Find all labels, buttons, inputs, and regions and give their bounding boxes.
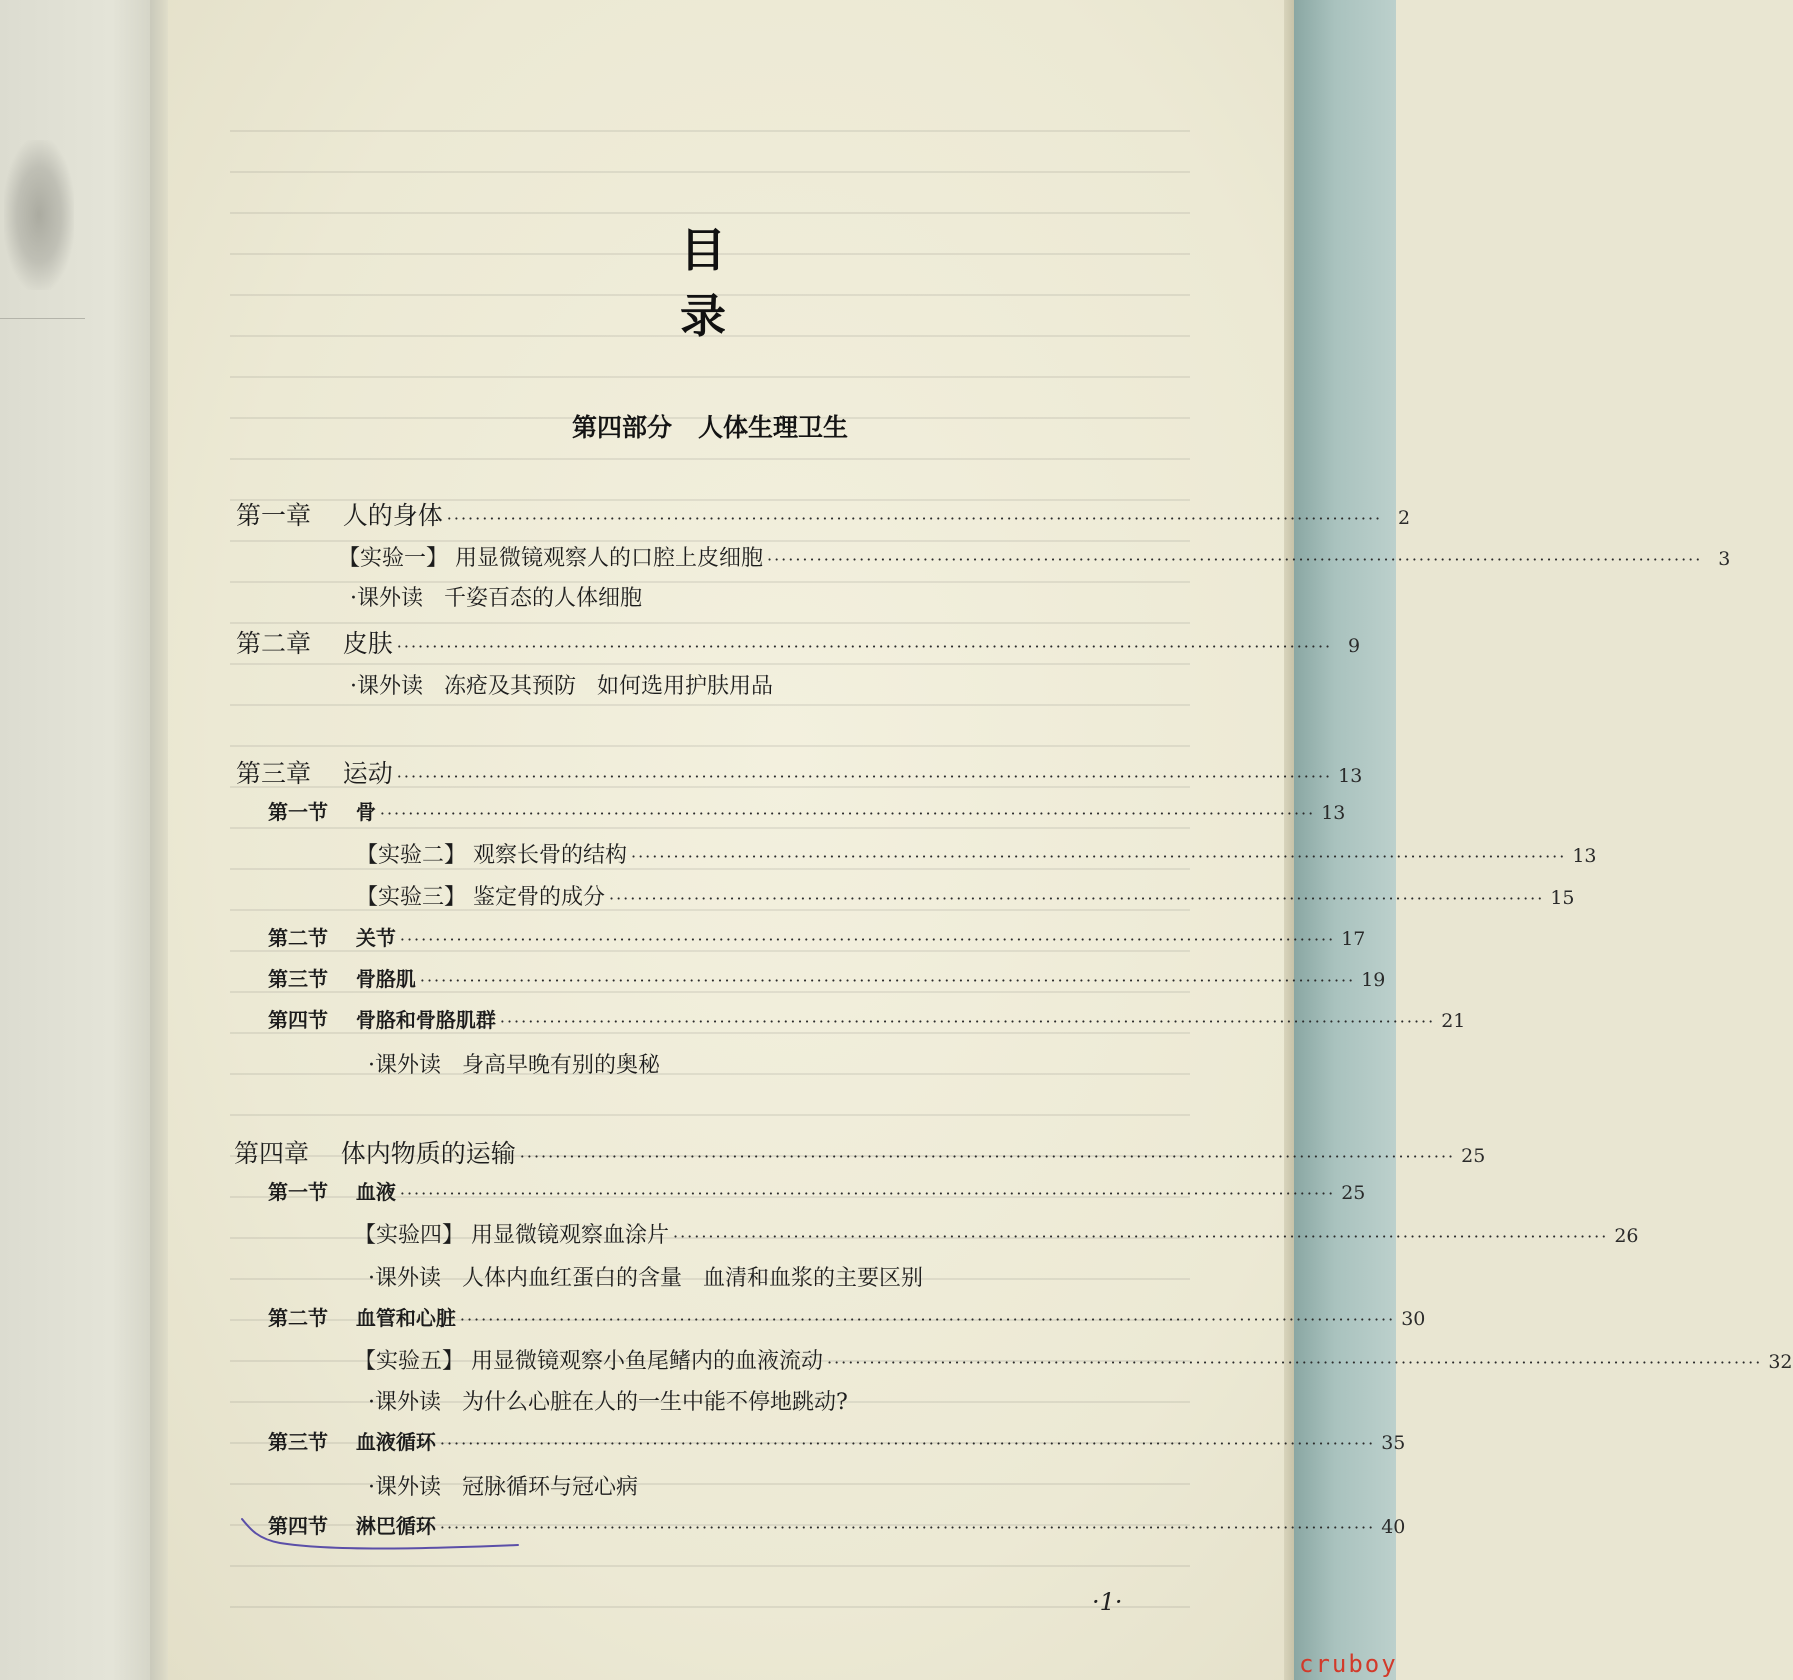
toc-entry-label: 【实验三】 鉴定骨的成分 bbox=[356, 885, 605, 910]
dot-leader: ···································································································································· bbox=[399, 1184, 1336, 1203]
dot-leader: ···································································································································· bbox=[399, 930, 1336, 949]
toc-entry-section-4-1 bbox=[268, 1176, 1366, 1210]
toc-entry-label: 第三章 运动 bbox=[236, 759, 393, 788]
toc-entry-page: 15 bbox=[1550, 887, 1575, 909]
dot-leader: ···································································································································· bbox=[499, 1012, 1436, 1031]
toc-entry-chapter-2 bbox=[236, 624, 1361, 658]
toc-entry-lab-3 bbox=[356, 880, 1575, 914]
dot-leader: ···································································································································· bbox=[396, 637, 1333, 656]
toc-entry-label: 第四章 体内物质的运输 bbox=[234, 1139, 516, 1168]
page-number: ·1· bbox=[1092, 1588, 1123, 1616]
toc-entry-lab-1 bbox=[338, 541, 1731, 575]
toc-entry-label: 第二节 关节 bbox=[268, 926, 396, 950]
toc-entry-label: 第四节 骨胳和骨胳肌群 bbox=[268, 1008, 496, 1032]
dot-leader: ···································································································································· bbox=[419, 971, 1356, 990]
toc-entry-section-3-3 bbox=[268, 963, 1386, 997]
toc-entry-page: 32 bbox=[1768, 1351, 1793, 1373]
toc-entry-label: 第三节 血液循环 bbox=[268, 1430, 436, 1454]
toc-entry-page: 3 bbox=[1718, 548, 1731, 570]
toc-entry-label: 第一章 人的身体 bbox=[236, 501, 443, 530]
toc-entry-page: 13 bbox=[1572, 845, 1597, 867]
toc-entry-label: 【实验一】 用显微镜观察人的口腔上皮细胞 bbox=[338, 546, 763, 571]
toc-entry-page: 25 bbox=[1341, 1182, 1366, 1204]
dot-leader: ···································································································································· bbox=[396, 767, 1333, 786]
toc-entry-reading bbox=[368, 1261, 1190, 1295]
dot-leader: ···································································································································· bbox=[379, 804, 1316, 823]
toc-entry-section-3-4 bbox=[268, 1004, 1466, 1038]
dot-leader: ···································································································································· bbox=[439, 1518, 1376, 1537]
toc-entry-reading bbox=[368, 1470, 1190, 1504]
dot-leader: ···································································································································· bbox=[767, 550, 1703, 569]
dot-leader: ···································································································································· bbox=[673, 1227, 1609, 1246]
dot-leader: ···································································································································· bbox=[609, 889, 1545, 908]
toc-entry-label: ·课外读 为什么心脏在人的一生中能不停地跳动? bbox=[368, 1390, 848, 1415]
toc-entry-section-3-1 bbox=[268, 796, 1346, 830]
toc-entry-page: 35 bbox=[1381, 1432, 1406, 1454]
toc-entry-label: 【实验二】 观察长骨的结构 bbox=[356, 843, 627, 868]
toc-entry-page: 13 bbox=[1321, 802, 1346, 824]
dot-leader: ···································································································································· bbox=[446, 509, 1383, 528]
toc-entry-label: ·课外读 冻疮及其预防 如何选用护肤用品 bbox=[350, 674, 773, 699]
toc-entry-page: 25 bbox=[1461, 1145, 1486, 1167]
toc-entry-page: 2 bbox=[1398, 507, 1411, 529]
toc-entry-label: ·课外读 千姿百态的人体细胞 bbox=[350, 586, 642, 611]
toc-entry-reading bbox=[368, 1385, 1190, 1419]
dot-leader: ···································································································································· bbox=[439, 1434, 1376, 1453]
toc-entry-section-4-2 bbox=[268, 1302, 1426, 1336]
toc-entry-page: 13 bbox=[1338, 765, 1363, 787]
page-title: 目 录 bbox=[680, 223, 760, 343]
dot-leader: ···································································································································· bbox=[519, 1147, 1456, 1166]
toc-entry-label: ·课外读 身高早晚有别的奥秘 bbox=[368, 1053, 660, 1078]
toc-entry-page: 21 bbox=[1441, 1010, 1466, 1032]
toc-entry-section-3-2 bbox=[268, 922, 1366, 956]
toc-entry-label: ·课外读 人体内血红蛋白的含量 血清和血浆的主要区别 bbox=[368, 1266, 923, 1291]
toc-entry-section-4-3 bbox=[268, 1426, 1406, 1460]
toc-entry-label: 【实验四】 用显微镜观察血涂片 bbox=[354, 1223, 669, 1248]
dot-leader: ···································································································································· bbox=[827, 1353, 1763, 1372]
dot-leader: ···································································································································· bbox=[631, 847, 1567, 866]
toc-entry-label: ·课外读 冠脉循环与冠心病 bbox=[368, 1475, 638, 1500]
toc-entry-label: 第四节 淋巴循环 bbox=[268, 1514, 436, 1538]
dot-leader: ···································································································································· bbox=[459, 1310, 1396, 1329]
toc-entry-label: 第一节 骨 bbox=[268, 800, 376, 824]
toc-entry-lab-2 bbox=[356, 838, 1597, 872]
toc-entry-reading bbox=[368, 1048, 1190, 1082]
toc-entry-reading bbox=[350, 669, 1190, 703]
part-title: 第四部分 人体生理卫生 bbox=[571, 413, 849, 442]
toc-entry-label: 第二节 血管和心脏 bbox=[268, 1306, 456, 1330]
toc-entry-chapter-1 bbox=[236, 496, 1411, 530]
toc-entry-lab-5 bbox=[354, 1344, 1793, 1378]
toc-entry-chapter-4 bbox=[234, 1134, 1486, 1168]
toc-entry-chapter-3 bbox=[236, 754, 1363, 788]
pen-underline-mark bbox=[240, 1515, 520, 1555]
toc-entry-label: 第一节 血液 bbox=[268, 1180, 396, 1204]
toc-entry-page: 19 bbox=[1361, 969, 1386, 991]
toc-entry-page: 30 bbox=[1401, 1308, 1426, 1330]
toc-entry-page: 40 bbox=[1381, 1516, 1406, 1538]
toc-entry-label: 第三节 骨胳肌 bbox=[268, 967, 416, 991]
toc-entry-label: 【实验五】 用显微镜观察小鱼尾鳍内的血液流动 bbox=[354, 1349, 823, 1374]
toc-entry-page: 17 bbox=[1341, 928, 1366, 950]
toc-entry-reading bbox=[350, 581, 1190, 615]
toc-entry-lab-4 bbox=[354, 1218, 1639, 1252]
toc-entry-label: 第二章 皮肤 bbox=[236, 629, 393, 658]
watermark: cruboy bbox=[1299, 1650, 1398, 1678]
toc-entry-page: 26 bbox=[1614, 1225, 1639, 1247]
toc-entry-page: 9 bbox=[1348, 635, 1361, 657]
